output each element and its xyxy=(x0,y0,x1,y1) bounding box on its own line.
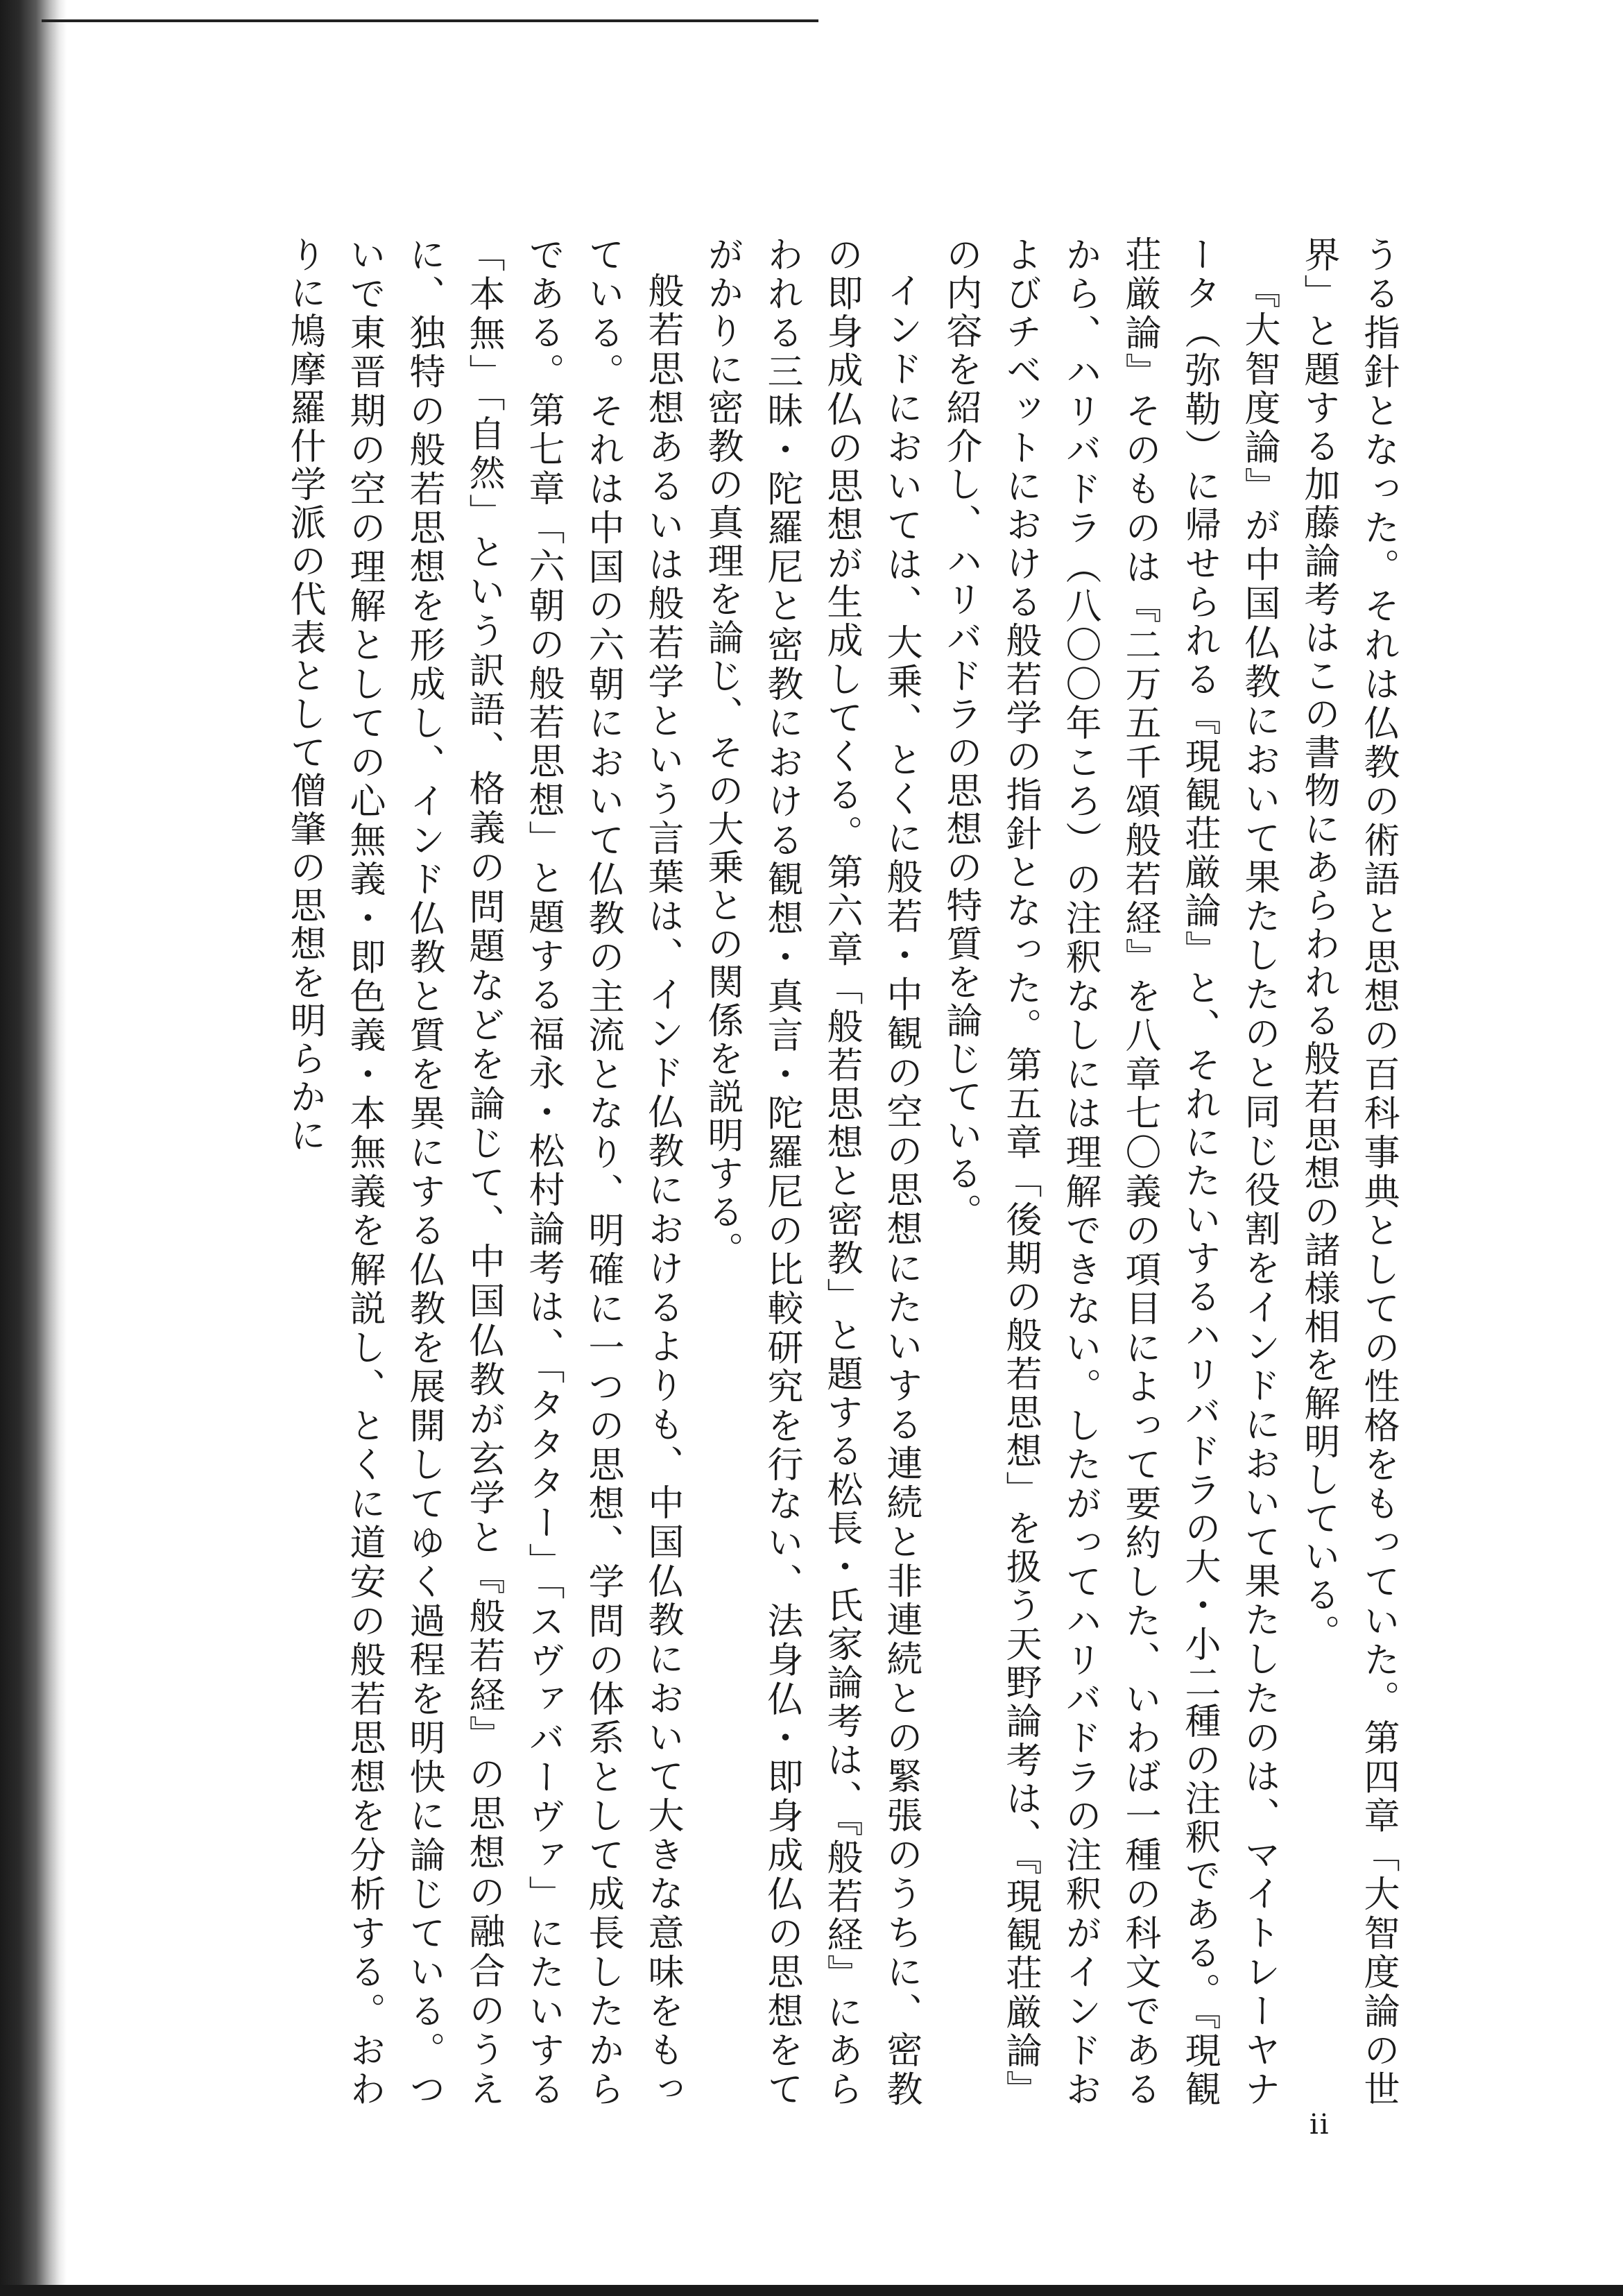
paragraph-4: 般若思想あるいは般若学という言葉は、インド仏教におけるよりも、中国仏教において大きな意味をもっている。それは中国の六朝において仏教の主流となり、明確に一つの思想、学問の体系として成長したからである。第七章「六朝の般若思想」と題する福永・松村論考は、「タタター」「スヴァバーヴァ」にたいする「本無」「自然」という訳語、格義の問題などを論じて、中国仏教が玄学と『般若経』の思想の融合のうえに、独特の般若思想を形成し、インド仏教と質を異にする仏教を展開してゆく過程を明快に論じている。ついで東晋期の空の理解としての心無義・即色義・本無義を解説し、とくに道安の般若思想を分析する。おわりに鳩摩羅什学派の代表として僧肇の思想を明らかに xyxy=(284,236,683,2109)
paragraph-3: インドにおいては、大乗、とくに般若・中観の空の思想にたいする連続と非連続との緊張のうちに、密教の即身成仏の思想が生成してくる。第六章「般若思想と密教」と題する松長・氏家論考は、『般若経』にあらわれる三昧・陀羅尼と密教における観想・真言・陀羅尼の比較研究を行ない、法身仏・即身成仏の思想をてがかりに密教の真理を論じ、その大乗との関係を説明する。 xyxy=(701,236,922,2109)
top-rule xyxy=(42,19,818,22)
paragraph-1: うる指針となった。それは仏教の術語と思想の百科事典としての性格をもっていた。第四章「大智度論の世界」と題する加藤論考はこの書物にあらわれる般若思想の諸様相を解明している。 xyxy=(1298,236,1399,2109)
page-number: ii xyxy=(1309,2109,1330,2141)
paragraph-2: 『大智度論』が中国仏教において果たしたのと同じ役割をインドにおいて果たしたのは、マイトレーヤナータ（弥勒）に帰せられる『現観荘厳論』と、それにたいするハリバドラの大・小二種の注釈である。『現観荘厳論』そのものは『二万五千頌般若経』を八章七〇義の項目によって要約した、いわば一種の科文であるから、ハリバドラ（八〇〇年ころ）の注釈なしには理解できない。したがってハリバドラの注釈がインドおよびチベットにおける般若学の指針となった。第五章「後期の般若思想」を扱う天野論考は、『現観荘厳論』の内容を紹介し、ハリバドラの思想の特質を論じている。 xyxy=(940,236,1280,2109)
body-text xyxy=(229,236,1408,2109)
binding-shadow xyxy=(0,0,67,2296)
bottom-rule xyxy=(0,2285,1623,2296)
